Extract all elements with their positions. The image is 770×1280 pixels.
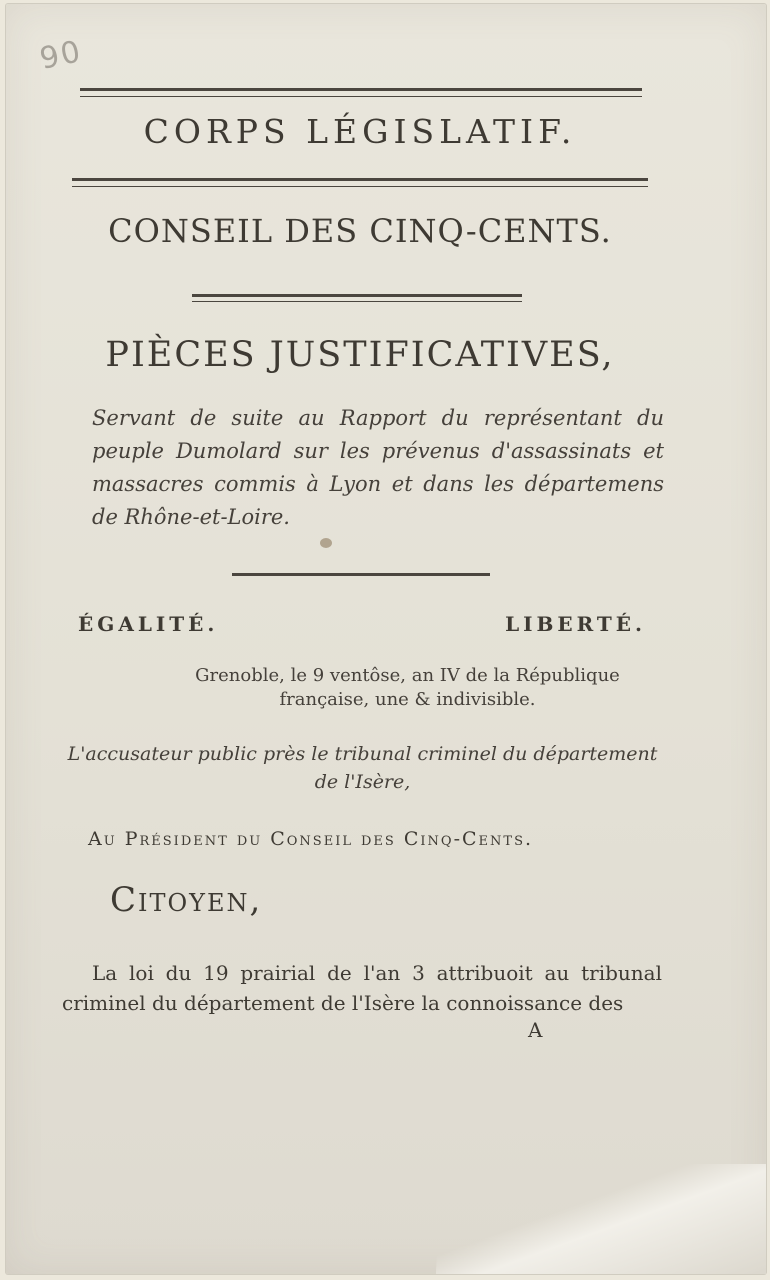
motto-row	[78, 612, 646, 636]
pencil-annotation: 90	[36, 33, 86, 78]
separator-rule	[232, 573, 490, 576]
ink-stain	[320, 538, 332, 548]
corps-legislatif-heading: CORPS LÉGISLATIF.	[143, 112, 577, 151]
motto-liberte: LIBERTÉ.	[505, 612, 646, 636]
addressee-line: Au Président du Conseil des Cinq-Cents.	[88, 828, 534, 850]
document-page	[6, 4, 766, 1274]
sender-line: L'accusateur public près le tribunal criminel du département de l'Isère,	[67, 743, 658, 793]
document-title: PIÈCES JUSTIFICATIVES,	[105, 335, 615, 375]
conseil-heading: CONSEIL DES CINQ-CENTS.	[108, 212, 612, 250]
heading-double-rule	[72, 178, 648, 187]
document-subtitle: Servant de suite au Rapport du représentant du peuple Dumolard sur les prévenus d'assassinats et massacres commis à Lyon et dans les départemens de Rhône-et-Loire.	[92, 406, 664, 529]
body-paragraph: La loi du 19 prairial de l'an 3 attribuoit au tribunal criminel du département de l'Isère la connoissance des	[62, 961, 662, 1015]
motto-egalite: ÉGALITÉ.	[78, 612, 219, 636]
top-double-rule	[80, 88, 642, 97]
dateline: Grenoble, le 9 ventôse, an IV de la République française, une & indivisible.	[195, 665, 620, 710]
salutation: Citoyen,	[110, 880, 263, 920]
short-double-rule	[192, 294, 522, 302]
signature-mark: A	[528, 1018, 543, 1042]
folded-corner	[436, 1164, 766, 1274]
